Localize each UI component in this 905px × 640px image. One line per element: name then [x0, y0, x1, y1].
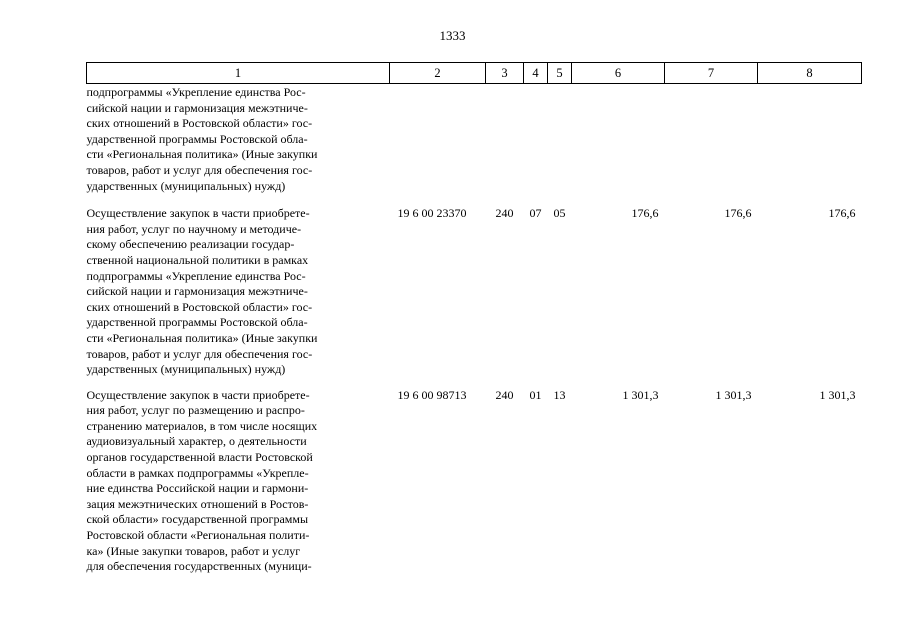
row-expense-type: 240 [495, 387, 514, 402]
row-amount-col7 [665, 84, 758, 207]
description-line: товаров, работ и услуг для обеспечения гос- [86, 162, 313, 177]
description-line: сийской нации и гармонизация межэтниче- [86, 284, 308, 299]
description-line: ских отношений в Ростовской области» гос- [86, 299, 313, 314]
description-line: ударственной программы Ростовской обла- [86, 315, 308, 330]
description-line: органов государственной власти Ростовской [86, 450, 313, 465]
description-line: ка» (Иные закупки товаров, работ и услуг [86, 543, 301, 558]
description-line: зация межэтнических отношений в Ростов- [86, 496, 309, 511]
header-col-1: 1 [87, 63, 390, 84]
description-line: Осуществление закупок в части приобрете- [86, 387, 310, 402]
header-col-8: 8 [758, 63, 862, 84]
row-amount-col6 [572, 84, 665, 207]
table-body [87, 84, 862, 585]
description-line: подпрограммы «Укрепление единства Рос- [86, 268, 306, 283]
header-col-7: 7 [665, 63, 758, 84]
description-line: области в рамках подпрограммы «Укрепле- [86, 465, 309, 480]
header-col-4: 4 [524, 63, 548, 84]
row-amount-col8 [758, 84, 862, 207]
description-line: скому обеспечению реализации государ- [86, 237, 295, 252]
row-amount-col8: 1 301,3 [819, 387, 856, 402]
description-line: ние единства Российской нации и гармони- [86, 481, 309, 496]
row-expense-type [486, 84, 524, 207]
row-target-code: 19 6 00 98713 [397, 387, 467, 402]
header-col-2: 2 [390, 63, 486, 84]
header-col-5: 5 [548, 63, 572, 84]
row-subsection: 05 [553, 206, 566, 221]
description-line: ских отношений в Ростовской области» гос- [86, 116, 313, 131]
row-description [87, 206, 390, 388]
row-expense-type: 240 [495, 206, 514, 221]
row-section [524, 84, 548, 207]
row-amount-col8: 176,6 [828, 206, 856, 221]
description-line: аудиовизуальный характер, о деятельности [86, 434, 307, 449]
page-number: 1333 [439, 28, 466, 43]
row-amount-col7: 176,6 [724, 206, 752, 221]
row-amount-col6: 176,6 [631, 206, 659, 221]
description-line: ударственных (муниципальных) нужд) [86, 362, 286, 377]
table-row [87, 206, 862, 388]
description-line: ской области» государственной программы [86, 512, 309, 527]
description-line: ударственных (муниципальных) нужд) [86, 178, 286, 193]
row-section: 01 [529, 387, 542, 402]
row-section: 07 [529, 206, 542, 221]
row-description [87, 84, 390, 207]
description-line: ственной национальной политики в рамках [86, 252, 309, 267]
description-line: странению материалов, в том числе носящих [86, 418, 318, 433]
table-header [87, 63, 862, 84]
budget-table [86, 62, 862, 585]
header-col-6: 6 [572, 63, 665, 84]
description-line: ния работ, услуг по научному и методиче- [86, 221, 302, 236]
table-row [87, 84, 862, 207]
row-target-code [390, 84, 486, 207]
description-line: подпрограммы «Укрепление единства Рос- [86, 85, 306, 99]
description-line: сийской нации и гармонизация межэтниче- [86, 100, 308, 115]
header-col-3: 3 [486, 63, 524, 84]
row-amount-col6: 1 301,3 [622, 387, 659, 402]
description-line: Ростовской области «Региональная полити- [86, 528, 310, 543]
description-line: для обеспечения государственных (муници- [86, 559, 312, 574]
row-target-code: 19 6 00 23370 [397, 206, 467, 221]
description-line: сти «Региональная политика» (Иные закупки [86, 330, 318, 345]
description-line: товаров, работ и услуг для обеспечения гос- [86, 346, 313, 361]
description-line: ударственной программы Ростовской обла- [86, 131, 308, 146]
description-line: Осуществление закупок в части приобрете- [86, 206, 310, 221]
row-amount-col7: 1 301,3 [715, 387, 752, 402]
row-description [87, 388, 390, 585]
description-line: сти «Региональная политика» (Иные закупки [86, 147, 318, 162]
row-subsection: 13 [553, 387, 566, 402]
table-row [87, 388, 862, 585]
description-line: ния работ, услуг по размещению и распро- [86, 403, 305, 418]
row-subsection [548, 84, 572, 207]
